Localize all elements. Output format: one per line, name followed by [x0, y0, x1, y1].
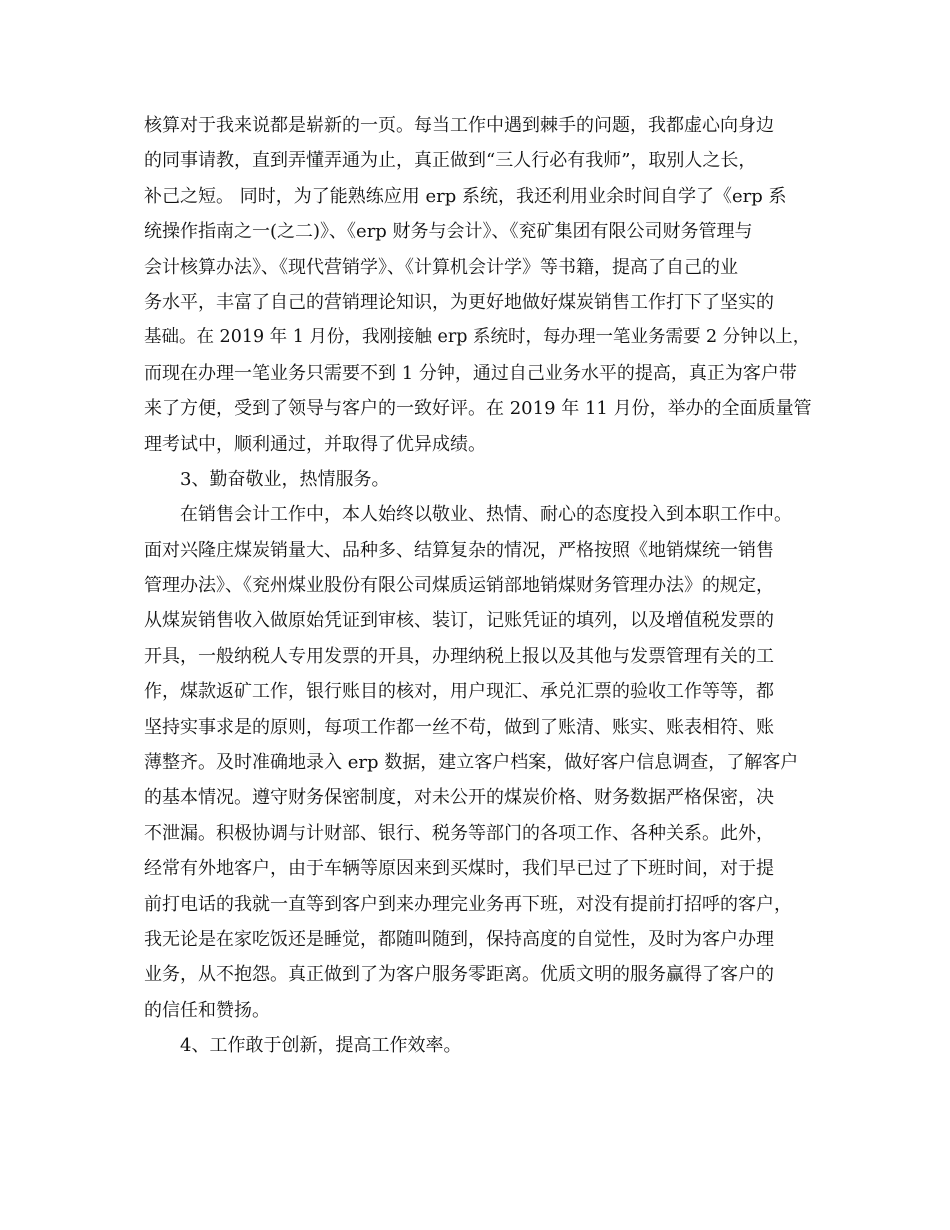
text-line: 补己之短。 同时，为了能熟练应用 erp 系统，我还利用业余时间自学了《erp 系: [144, 185, 787, 207]
text-line: 的信任和赞扬。: [144, 999, 270, 1021]
text-line: 的基本情况。遵守财务保密制度，对未公开的煤炭价格、财务数据严格保密，决: [144, 787, 774, 809]
text-line: 而现在办理一笔业务只需要不到 1 分钟，通过自己业务水平的提高，真正为客户带: [144, 362, 797, 384]
section-heading-3: 3、勤奋敬业，热情服务。: [180, 468, 390, 490]
text-line: 务水平，丰富了自己的营销理论知识，为更好地做好煤炭销售工作打下了坚实的: [144, 291, 774, 313]
text-line: 从煤炭销售收入做原始凭证到审核、装订，记账凭证的填列，以及增值税发票的: [144, 610, 774, 632]
text-line: 基础。在 2019 年 1 月份，我刚接触 erp 系统时，每办理一笔业务需要 2 分钟以上，: [144, 327, 811, 348]
body-text: [144, 108, 816, 1064]
text-line: 会计核算办法》、《现代营销学》、《计算机会计学》等书籍，提高了自己的业: [144, 256, 738, 278]
text-line: 面对兴隆庄煤炭销量大、品种多、结算复杂的情况，严格按照《地销煤统一销售: [144, 539, 774, 561]
text-line: 在销售会计工作中，本人始终以敬业、热情、耐心的态度投入到本职工作中。: [180, 504, 792, 526]
text-line: 开具，一般纳税人专用发票的开具，办理纳税上报以及其他与发票管理有关的工: [144, 645, 774, 667]
text-line: 前打电话的我就一直等到客户到来办理完业务再下班，对没有提前打招呼的客户，: [144, 893, 792, 915]
text-line: 作，煤款返矿工作，银行账目的核对，用户现汇、承兑汇票的验收工作等等，都: [144, 681, 774, 703]
text-line: 业务，从不抱怨。真正做到了为客户服务零距离。优质文明的服务赢得了客户的: [144, 964, 774, 986]
text-line: 经常有外地客户，由于车辆等原因来到买煤时，我们早已过了下班时间，对于提: [144, 858, 774, 880]
text-line: 管理办法》、《兖州煤业股份有限公司煤质运销部地销煤财务管理办法》的规定，: [144, 575, 774, 597]
text-line: 坚持实事求是的原则，每项工作都一丝不苟，做到了账清、账实、账表相符、账: [144, 716, 774, 738]
text-line: 理考试中，顺利通过，并取得了优异成绩。: [144, 433, 486, 455]
text-line: 统操作指南之一(之二)》、《erp 财务与会计》、《兖矿集团有限公司财务管理与: [144, 221, 753, 243]
text-line: 核算对于我来说都是崭新的一页。每当工作中遇到棘手的问题，我都虚心向身边: [144, 115, 774, 136]
text-line: 的同事请教，直到弄懂弄通为止，真正做到“三人行必有我师”，取别人之长，: [144, 150, 757, 172]
text-line: 不泄漏。积极协调与计财部、银行、税务等部门的各项工作、各种关系。此外，: [144, 822, 774, 844]
text-line: 来了方便，受到了领导与客户的一致好评。在 2019 年 11 月份，举办的全面质量管: [144, 398, 812, 420]
section-heading-4: 4、工作敢于创新，提高工作效率。: [180, 1035, 462, 1057]
text-line: 薄整齐。及时准确地录入 erp 数据，建立客户档案，做好客户信息调查，了解客户: [144, 752, 799, 774]
text-line: 我无论是在家吃饭还是睡觉，都随叫随到，保持高度的自觉性，及时为客户办理: [144, 928, 774, 950]
